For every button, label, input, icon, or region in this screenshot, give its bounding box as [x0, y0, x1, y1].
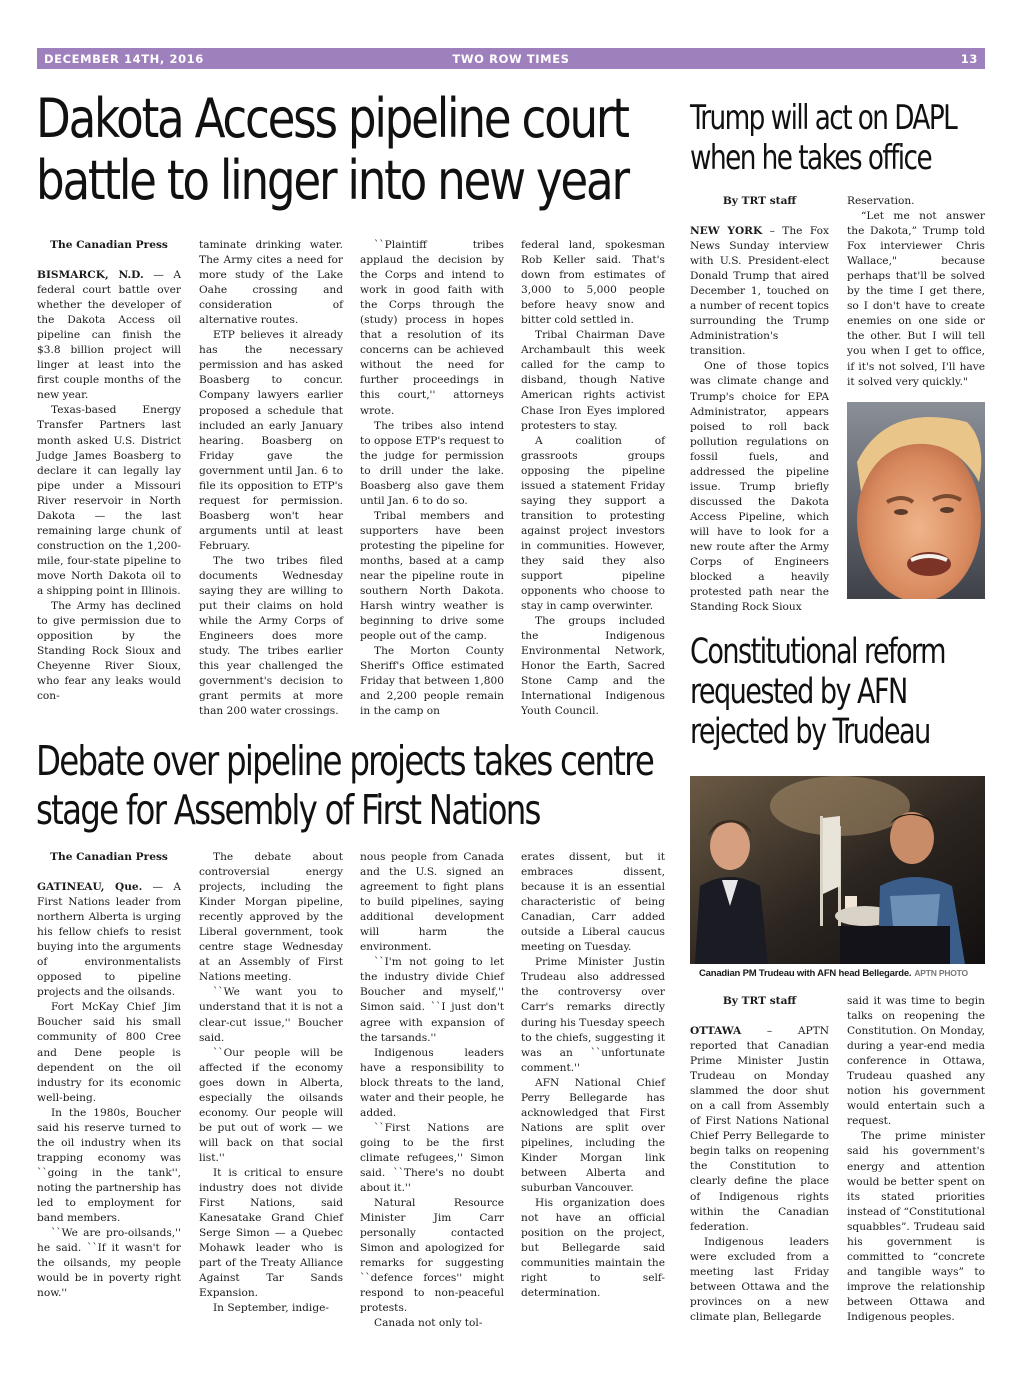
paragraph: Natural Resource Minister Jim Carr personally contacted Simon and apologized for remarks for suggesting ``defence forces'' might respond to non-peaceful protests. — [360, 1197, 504, 1315]
photo-credit: APTN PHOTO — [914, 968, 968, 978]
paragraph: Indigenous leaders were excluded from a meeting last Friday between Ottawa and the provinces on a new climate plan, Bellegarde — [690, 1235, 829, 1323]
paragraph: ``Plaintiff tribes applaud the decision by the Corps and intend to work in good faith with the Corps through the (study) process in hopes that a resolution of its concerns can be achieved without the need for further proceedings in this court,'' attorneys wrote. — [360, 239, 504, 417]
event-photo-icon — [690, 776, 985, 964]
paragraph: GATINEAU, Que. — A First Nations leader from northern Alberta is urging his fellow chiefs to resist buying into the arguments of environmentalists opposed to pipeline projects and the oilsands. — [37, 881, 181, 999]
issue-date: DECEMBER 14TH, 2016 — [44, 52, 204, 66]
trump-column-2 — [847, 194, 985, 390]
paragraph: One of those topics was climate change and Trump's choice for EPA Administrator, appears poised to roll back pollution regulations on fossil fuels, and addressed the pipeline issue. Trump briefly discussed the Dakota Access Pipeline, which will have to look for a new route after the Army Corps of Engineers blocked a heavily protested path near the Standing Rock Sioux — [690, 360, 829, 614]
paragraph: Canada not only tol- — [374, 1317, 483, 1330]
paragraph: Fort McKay Chief Jim Boucher said his small community of 800 Cree and Dene people is dependent on the oil industry for its economic well-being. — [37, 1001, 181, 1104]
paragraph: Prime Minister Justin Trudeau also addressed the controversy over Carr's remarks directly during his Tuesday speech to the chiefs, suggesting it was an ``unfortunate comment.'' — [521, 956, 665, 1074]
paragraph: ``We are pro-oilsands,'' he said. ``If it wasn't for the oilsands, my people would be in poverty right now.'' — [37, 1227, 181, 1300]
afn-headline-line2: requested by AFN — [690, 672, 907, 712]
paragraph: OTTAWA – APTN reported that Canadian Prime Minister Justin Trudeau on Monday slammed the door shut on a call from Assembly of First Nations National Chief Perry Bellegarde to begin talks on reopening the Constitution to clearly define the place of Indigenous rights within the Canadian federation. — [690, 1025, 829, 1233]
dapl-column-4 — [521, 238, 665, 720]
photo-caption — [699, 968, 968, 979]
publication-name: TWO ROW TIMES — [452, 52, 570, 66]
debate-column-1 — [37, 850, 181, 1301]
afn-headline-line1: Constitutional reform — [690, 632, 945, 672]
trump-dateline: NEW YORK — [690, 225, 763, 237]
dapl-headline-line1: Dakota Access pipeline court — [36, 87, 628, 150]
paragraph: ``I'm not going to let the industry divide Chief Boucher and myself,'' Simon said. ``I just don't agree with expansion of the tarsands.'' — [360, 956, 504, 1044]
dapl-column-2 — [199, 238, 343, 720]
paragraph: erates dissent, but it embraces dissent, because it is an essential characteristic of being Canadian, Carr added outside a Liberal caucus meeting on Tuesday. — [521, 851, 665, 954]
paragraph: The two tribes filed documents Wednesday saying they are willing to put their claims on hold while the Army Corps of Engineers does more study. The tribes earlier this year challenged the government's decision to grant permits at more than 200 water crossings. — [199, 554, 343, 718]
debate-dateline: GATINEAU, Que. — [37, 881, 143, 893]
paragraph: The debate about controversial energy projects, including the Kinder Morgan pipeline, recently approved by the Liberal government, took centre stage Wednesday at an Assembly of First Nations meeting. — [199, 851, 343, 984]
afn-headline-line3: rejected by Trudeau — [690, 712, 930, 752]
debate-column-4 — [521, 850, 665, 1301]
paragraph: ``First Nations are going to be the first climate refugees,'' Simon said. ``There's no doubt about it.'' — [360, 1121, 504, 1195]
afn-byline: By TRT staff — [722, 995, 797, 1007]
paragraph: taminate drinking water. The Army cites a need for more study of the Lake Oahe crossing and consideration of alternative routes. — [199, 239, 343, 327]
paragraph: said it was time to begin talks on reopening the Constitution. On Monday, during a year-end media conference in Ottawa, Trudeau quashed any notion his government would entertain such a request. — [847, 995, 985, 1128]
paragraph: The tribes also intend to oppose ETP's request to the judge for permission to drill under the lake. Boasberg also gave them until Jan. 6 to do so. — [360, 419, 504, 507]
afn-headline — [690, 632, 948, 752]
paragraph: His organization does not have an official position on the project, but Bellegarde said communities maintain the right to self-determination. — [521, 1197, 665, 1300]
page-number: 13 — [960, 52, 978, 66]
debate-headline-line1: Debate over pipeline projects takes centre — [36, 737, 654, 785]
trump-column-1 — [690, 194, 829, 615]
debate-column-2 — [199, 850, 343, 1316]
paragraph: AFN National Chief Perry Bellegarde has acknowledged that First Nations are split over pipelines, including the Kinder Morgan link between Alberta and suburban Vancouver. — [521, 1076, 665, 1195]
trudeau-bellegarde-photo — [690, 776, 985, 964]
dapl-dateline: BISMARCK, N.D. — [37, 269, 144, 281]
debate-headline-line2: stage for Assembly of First Nations — [36, 786, 540, 834]
trump-headline — [690, 98, 957, 178]
paragraph: In the 1980s, Boucher said his reserve turned to the oil industry when its trapping economy was ``going in the tank'', noting the partnership has led to employment for band members. — [37, 1106, 181, 1225]
paragraph: It is critical to ensure industry does not divide First Nations, said Kanesatake Grand Chief Serge Simon — a Quebec Mohawk leader who is part of the Treaty Alliance Against Tar Sands Expansion. — [199, 1166, 343, 1300]
dapl-column-3 — [360, 238, 504, 720]
afn-dateline: OTTAWA — [690, 1025, 742, 1037]
paragraph: Tribal Chairman Dave Archambault this week called for the camp to disband, though Native American rights activist Chase Iron Eyes implored protesters to stay. — [521, 329, 665, 432]
paragraph: BISMARCK, N.D. — A federal court battle over whether the developer of the Dakota Access oil pipeline can finish the $3.8 billion project will linger at least into the first couple months of the new year. — [37, 269, 181, 402]
paragraph: Tribal members and supporters have been protesting the pipeline for months, based at a camp near the pipeline route in southern North Dakota. Harsh wintry weather is beginning to drive some people out of the camp. — [360, 509, 504, 643]
paragraph: Reservation. — [847, 195, 915, 207]
paragraph: In September, indige- — [213, 1302, 329, 1315]
page-header-bar — [37, 48, 985, 69]
paragraph: The Morton County Sheriff's Office estimated Friday that between 1,800 and 2,200 people remain in the camp on — [360, 645, 504, 718]
trump-headline-line1: Trump will act on DAPL — [690, 98, 957, 138]
paragraph: ETP believes it already has the necessary permission and has asked Boasberg to concur. Company lawyers earlier proposed a schedule that included an early January hearing. Boasberg on Friday gave the government until Jan. 6 to file its opposition to ETP's request for permission. Boasberg won't hear arguments until at least February. — [199, 329, 343, 552]
trump-portrait-photo — [847, 402, 985, 599]
paragraph: nous people from Canada and the U.S. signed an agreement to fight plans to build pipelines, saying additional development will harm the environment. — [360, 851, 504, 954]
paragraph: “Let me not answer the Dakota,” Trump told Fox interviewer Chris Wallace," because perhaps that'll be solved by the time I get there, so I don't have to create enemies on one side or the other. But I will tell you when I get to office, if it's not solved, I'll have it solved very quickly." — [847, 210, 985, 388]
dapl-headline-line2: battle to linger into new year — [36, 149, 628, 212]
dapl-headline — [36, 88, 626, 212]
dapl-byline: The Canadian Press — [50, 239, 168, 251]
portrait-photo-icon — [847, 402, 985, 599]
paragraph: NEW YORK – The Fox News Sunday interview with U.S. President-elect Donald Trump that aired December 1, touched on a number of recent topics surrounding the Trump Administration's transition. — [690, 225, 829, 358]
afn-column-2 — [847, 994, 985, 1325]
paragraph: The groups included the Indigenous Environmental Network, Honor the Earth, Sacred Stone Camp and the International Indigenous Youth Council. — [521, 615, 665, 718]
paragraph: The Army has declined to give permission due to opposition by the Standing Rock Sioux and Cheyenne River Sioux, who fear any leaks would con- — [37, 600, 181, 703]
paragraph: The prime minister said his government's energy and attention would be better spent on its stated priorities instead of “Constitutional squabbles”. Trudeau said his government is committed to “concrete and tangible ways” to improve the relationship between Ottawa and Indigenous peoples. — [847, 1130, 985, 1323]
debate-headline — [36, 737, 654, 835]
paragraph: A coalition of grassroots groups opposing the pipeline issued a statement Friday saying they support a transition to protesting against project investors in communities. However, they said they also support pipeline opponents who choose to stay in camp overwinter. — [521, 434, 665, 613]
paragraph: ``We want you to understand that it is not a clear-cut issue,'' Boucher said. — [199, 986, 343, 1044]
afn-column-1 — [690, 994, 829, 1325]
debate-column-3 — [360, 850, 504, 1332]
paragraph: ``Our people will be affected if the economy goes down in Alberta, especially the oilsands economy. Our people will be put out of work — we will back on that social list.'' — [199, 1046, 343, 1164]
debate-byline: The Canadian Press — [50, 851, 168, 863]
dapl-column-1 — [37, 238, 181, 704]
trump-headline-line2: when he takes office — [690, 138, 932, 178]
paragraph: Indigenous leaders have a responsibility to block threats to the land, water and their people, he added. — [360, 1046, 504, 1119]
paragraph: Texas-based Energy Transfer Partners last month asked U.S. District Judge James Boasberg to declare it can legally lay pipe under a Missouri River reservoir in North Dakota — the last remaining large chunk of construction on the 1,200-mile, four-state pipeline to move North Dakota oil to a shipping point in Illinois. — [37, 404, 181, 597]
photo-caption-text: Canadian PM Trudeau with AFN head Bellegarde. — [699, 968, 912, 979]
trump-byline: By TRT staff — [722, 195, 797, 207]
paragraph: federal land, spokesman Rob Keller said. That's down from estimates of 3,000 to 5,000 people before heavy snow and bitter cold settled in. — [521, 239, 665, 327]
